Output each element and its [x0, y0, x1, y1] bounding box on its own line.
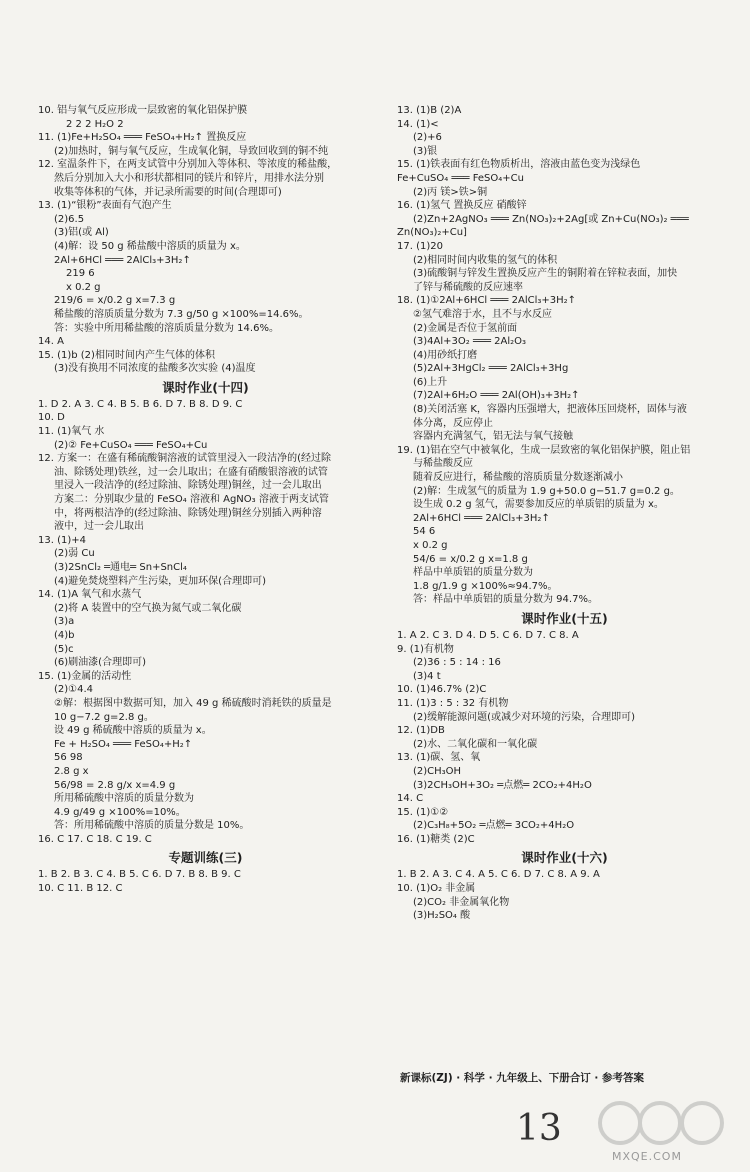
- answer-line: (2)弱 Cu: [54, 548, 95, 560]
- answer-line: (2)解：生成氢气的质量为 1.9 g+50.0 g−51.7 g=0.2 g。: [413, 485, 680, 497]
- right-column: [397, 104, 732, 923]
- answer-line: Zn(NO₃)₂+Cu]: [397, 227, 467, 239]
- answer-line: (3)4 t: [413, 670, 441, 682]
- answer-line: 1. D 2. A 3. C 4. B 5. B 6. D 7. B 8. D 9. C: [38, 398, 243, 410]
- answer-line: (2)加热时，铜与氧气反应，生成氧化铜，导致回收到的铜不纯: [54, 145, 329, 157]
- answer-line: (3)没有换用不同浓度的盐酸多次实验 (4)温度: [54, 363, 256, 375]
- answer-line: (3)铝(或 Al): [54, 227, 109, 239]
- answer-line: 15. (1)①②: [397, 806, 449, 818]
- answer-line: (3)a: [54, 616, 75, 628]
- answer-line: 11. (1)氧气 水: [38, 426, 105, 438]
- answer-line: 油、除锈处理)铁丝，过一会儿取出；在盛有硝酸银溶液的试管: [54, 466, 328, 478]
- answer-line: 随着反应进行，稀盐酸的溶质质量分数逐渐减小: [413, 472, 623, 484]
- answer-line: 与稀盐酸反应: [413, 458, 473, 470]
- answer-line: 12. 方案一：在盛有稀硫酸铜溶液的试管里浸入一段洁净的(经过除: [38, 453, 331, 465]
- answer-line: 9. (1)有机物: [397, 643, 454, 655]
- answer-line: x 0.2 g: [413, 540, 448, 551]
- left-column: [38, 104, 373, 896]
- answer-line: 11. (1)3 : 5 : 32 有机物: [397, 697, 509, 709]
- answer-line: (2)C₃H₈+5O₂ ═点燃═ 3CO₂+4H₂O: [413, 820, 575, 832]
- answer-line: 19. (1)铝在空气中被氧化，生成一层致密的氧化铝保护膜，阻止铝: [397, 444, 691, 456]
- answer-line: (4)避免焚烧塑料产生污染，更加环保(合理即可): [54, 575, 266, 587]
- answer-line: (2)相同时间内收集的氢气的体积: [413, 254, 558, 266]
- answer-line: (5)c: [54, 643, 74, 655]
- section-heading: 专题训练(三): [168, 850, 243, 866]
- answer-line: 稀盐酸的溶质质量分数为 7.3 g/50 g ×100%=14.6%。: [54, 308, 309, 320]
- answer-line: 14. (1)<: [397, 118, 439, 130]
- answer-line: 1. A 2. C 3. D 4. D 5. C 6. D 7. C 8. A: [397, 629, 579, 641]
- answer-line: (2)Zn+2AgNO₃ ═══ Zn(NO₃)₂+2Ag[或 Zn+Cu(NO₃)₂ ═══: [413, 213, 689, 225]
- section-heading: 课时作业(十四): [162, 379, 249, 395]
- answer-line: Fe + H₂SO₄ ═══ FeSO₄+H₂↑: [54, 738, 193, 750]
- section-heading: 课时作业(十五): [521, 610, 608, 626]
- answer-line: 收集等体积的气体，并记录所需要的时间(合理即可): [54, 186, 282, 198]
- answer-line: 里浸入一段洁净的(经过除油、除锈处理)铜丝，过一会儿取出: [54, 480, 322, 492]
- answer-line: x 0.2 g: [66, 281, 101, 293]
- answer-line: 答：样品中单质铝的质量分数为 94.7%。: [413, 594, 598, 606]
- answer-line: (2)将 A 装置中的空气换为氮气或二氧化碳: [54, 602, 242, 614]
- answer-line: (2)36 : 5 : 14 : 16: [413, 657, 501, 669]
- answer-line: 10. 铝与氧气反应形成一层致密的氧化铝保护膜: [38, 105, 248, 116]
- answer-line: (2)缓解能源问题(或减少对环境的污染，合理即可): [413, 711, 635, 723]
- answer-line: 18. (1)①2Al+6HCl ═══ 2AlCl₃+3H₂↑: [397, 295, 577, 307]
- section-heading: 课时作业(十六): [521, 850, 608, 866]
- answer-line: 1.8 g/1.9 g ×100%≈94.7%。: [413, 580, 558, 592]
- answer-line: 11. (1)Fe+H₂SO₄ ═══ FeSO₄+H₂↑ 置换反应: [38, 132, 247, 144]
- answer-line: (2)CO₂ 非金属氧化物: [413, 896, 510, 908]
- answer-line: 10. (1)O₂ 非金属: [397, 883, 476, 895]
- answer-line: 样品中单质铝的质量分数为: [413, 567, 533, 579]
- answer-line: 1. B 2. B 3. C 4. B 5. C 6. D 7. B 8. B 9. C: [38, 869, 241, 881]
- answer-line: (3)4Al+3O₂ ═══ 2Al₂O₃: [413, 336, 527, 348]
- answer-line: 然后分别加入大小和形状都相同的镁片和锌片，用排水法分别: [54, 172, 324, 184]
- answer-line: 13. (1)+4: [38, 534, 86, 546]
- answer-line: (2)水、二氧化碳和一氧化碳: [413, 738, 538, 750]
- answer-line: 14. C: [397, 793, 424, 805]
- answer-line: 56 98: [54, 752, 83, 764]
- answer-line: (4)b: [54, 629, 75, 641]
- answer-line: (3)2SnCl₂ ═通电═ Sn+SnCl₄: [54, 562, 187, 573]
- answer-line: 所用稀硫酸中溶质的质量分数为: [54, 793, 194, 805]
- answer-line: 14. A: [38, 336, 64, 348]
- answer-line: 了锌与稀硫酸的反应速率: [413, 281, 523, 293]
- answer-line: 15. (1)金属的活动性: [38, 670, 132, 682]
- answer-line: (2)6.5: [54, 213, 85, 225]
- answer-line: 2Al+6HCl ═══ 2AlCl₃+3H₂↑: [54, 254, 191, 266]
- answer-line: 15. (1)b (2)相同时间内产生气体的体积: [38, 349, 215, 361]
- answer-line: 1. B 2. A 3. C 4. A 5. C 6. D 7. C 8. A 9. A: [397, 869, 600, 881]
- answer-line: 12. (1)DB: [397, 725, 445, 737]
- answer-line: 方案二：分别取少量的 FeSO₄ 溶液和 AgNO₃ 溶液于两支试管: [54, 494, 329, 506]
- answer-line: 2 2 2 H₂O 2: [66, 118, 124, 130]
- answer-line: (2)①4.4: [54, 684, 94, 696]
- answer-line: 16. (1)氢气 置换反应 硝酸锌: [397, 200, 527, 212]
- answer-line: (2)② Fe+CuSO₄ ═══ FeSO₄+Cu: [54, 439, 208, 451]
- answer-line: 中，将两根洁净的(经过除油、除锈处理)铜丝分别插入两种溶: [54, 507, 322, 519]
- answer-line: 10. (1)46.7% (2)C: [397, 684, 487, 696]
- page-number: 13: [516, 1108, 562, 1149]
- answer-line: ②解：根据图中数据可知，加入 49 g 稀硫酸时消耗铁的质量是: [54, 697, 332, 709]
- answer-line: 54/6 = x/0.2 g x=1.8 g: [413, 553, 528, 565]
- answer-line: 12. 室温条件下，在两支试管中分别加入等体积、等浓度的稀盐酸，: [38, 159, 338, 171]
- answer-line: 17. (1)20: [397, 240, 443, 252]
- answer-line: (3)银: [413, 145, 438, 157]
- answer-line: (2)金属是否位于氢前面: [413, 322, 518, 334]
- answer-line: (6)上升: [413, 376, 448, 388]
- answer-line: 2.8 g x: [54, 765, 89, 777]
- watermark-text: MXQE.COM: [612, 1150, 682, 1163]
- answer-line: (7)2Al+6H₂O ═══ 2Al(OH)₃+3H₂↑: [413, 390, 580, 402]
- answer-line: 219/6 = x/0.2 g x=7.3 g: [54, 295, 176, 307]
- answer-line: (4)解：设 50 g 稀盐酸中溶质的质量为 x。: [54, 240, 246, 252]
- answer-line: 13. (1)“银粉”表面有气泡产生: [38, 200, 172, 212]
- answer-line: 10 g−7.2 g=2.8 g。: [54, 711, 154, 723]
- answer-line: 设生成 0.2 g 氢气，需要参加反应的单质铝的质量为 x。: [413, 499, 664, 511]
- answer-line: 219 6: [66, 268, 95, 280]
- answer-line: 10. C 11. B 12. C: [38, 883, 123, 895]
- answer-line: (4)用砂纸打磨: [413, 349, 478, 361]
- answer-line: 4.9 g/49 g ×100%=10%。: [54, 806, 186, 818]
- answer-line: (3)2CH₃OH+3O₂ ═点燃═ 2CO₂+4H₂O: [413, 779, 592, 791]
- answer-line: 13. (1)碳、氢、氧: [397, 752, 481, 764]
- answer-line: (8)关闭活塞 K，容器内压强增大，把液体压回烧杯，固体与液: [413, 404, 687, 416]
- answer-line: 13. (1)B (2)A: [397, 105, 462, 116]
- page-footer: 新课标(ZJ) · 科学 · 九年级上、下册合订 · 参考答案: [400, 1072, 645, 1084]
- answer-line: 15. (1)铁表面有红色物质析出，溶液由蓝色变为浅绿色: [397, 159, 641, 171]
- answer-line: 54 6: [413, 526, 436, 538]
- answer-line: (3)硫酸铜与锌发生置换反应产生的铜附着在锌粒表面，加快: [413, 268, 678, 280]
- answer-line: 14. (1)A 氧气和水蒸气: [38, 589, 142, 601]
- answer-line: 容器内充满氢气，铝无法与氧气接触: [413, 431, 573, 443]
- answer-line: 10. D: [38, 412, 65, 424]
- answer-line: 2Al+6HCl ═══ 2AlCl₃+3H₂↑: [413, 512, 550, 524]
- answer-line: (2)+6: [413, 132, 442, 144]
- answer-line: (3)H₂SO₄ 酸: [413, 910, 471, 922]
- answer-line: 56/98 = 2.8 g/x x=4.9 g: [54, 779, 176, 791]
- answer-line: 16. C 17. C 18. C 19. C: [38, 833, 152, 845]
- answer-line: 体分离，反应停止: [413, 417, 493, 429]
- answer-line: 设 49 g 稀硫酸中溶质的质量为 x。: [54, 725, 212, 737]
- answer-line: 16. (1)糖类 (2)C: [397, 833, 475, 845]
- answer-line: (6)刷油漆(合理即可): [54, 657, 146, 669]
- answer-line: (2)丙 镁>铁>铜: [413, 186, 488, 198]
- answer-line: ②氢气难溶于水，且不与水反应: [413, 308, 552, 320]
- answer-line: (2)CH₃OH: [413, 765, 462, 777]
- watermark-logo-icon: [598, 1098, 728, 1148]
- answer-line: Fe+CuSO₄ ═══ FeSO₄+Cu: [397, 172, 524, 184]
- answer-line: (5)2Al+3HgCl₂ ═══ 2AlCl₃+3Hg: [413, 363, 569, 375]
- answer-line: 答：所用稀硫酸中溶质的质量分数是 10%。: [54, 820, 250, 832]
- answer-line: 答：实验中所用稀盐酸的溶质质量分数为 14.6%。: [54, 322, 279, 334]
- answer-line: 液中，过一会儿取出: [54, 521, 144, 533]
